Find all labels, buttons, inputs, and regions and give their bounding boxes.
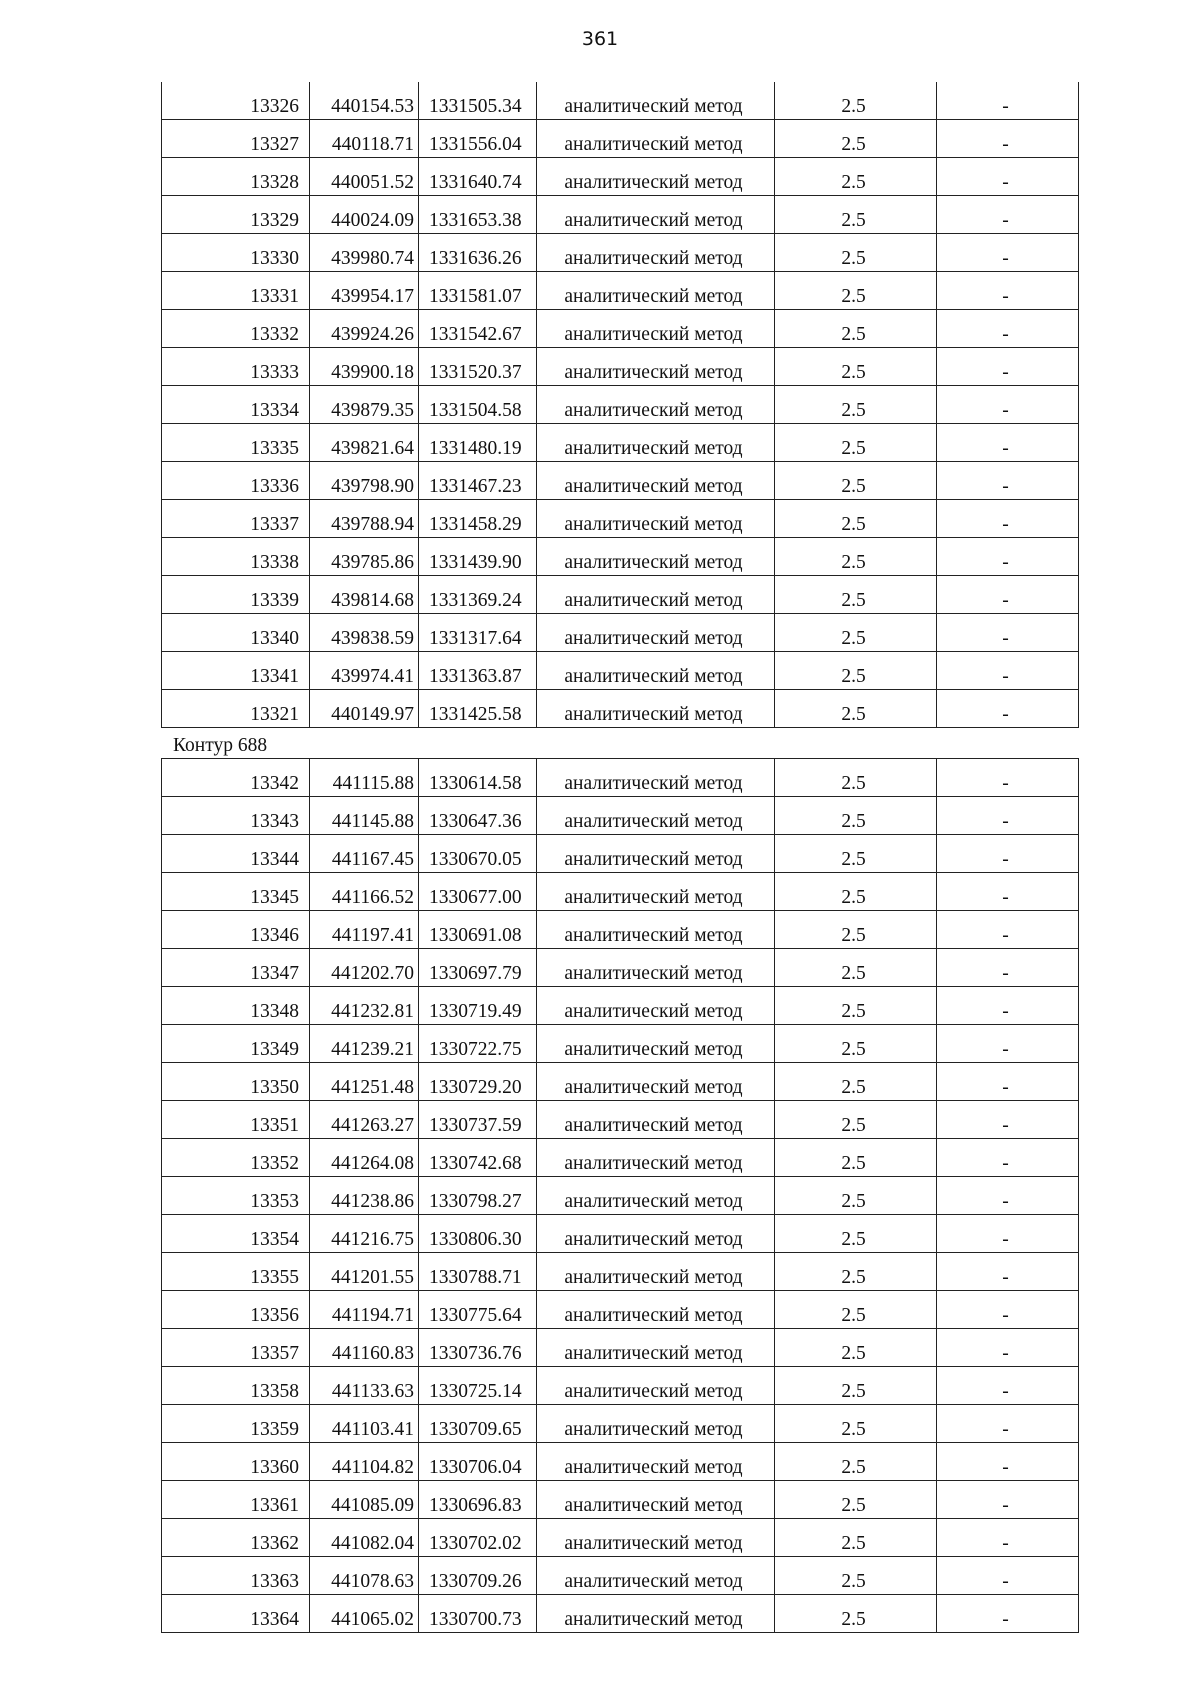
y-coordinate-cell: 1331363.87 (419, 652, 537, 690)
x-coordinate-cell: 439879.35 (310, 386, 419, 424)
error-cell: 2.5 (775, 690, 937, 728)
method-cell: аналитический метод (537, 1329, 775, 1367)
y-coordinate-cell: 1331636.26 (419, 234, 537, 272)
description-cell: - (937, 1063, 1079, 1101)
y-coordinate-cell: 1330697.79 (419, 949, 537, 987)
error-cell: 2.5 (775, 797, 937, 835)
method-cell: аналитический метод (537, 614, 775, 652)
y-coordinate-cell: 1330702.02 (419, 1519, 537, 1557)
x-coordinate-cell: 441202.70 (310, 949, 419, 987)
point-number-cell: 13338 (162, 538, 310, 576)
point-number-cell: 13363 (162, 1557, 310, 1595)
coordinates-table-1-body (162, 82, 1079, 728)
error-cell: 2.5 (775, 1101, 937, 1139)
description-cell: - (937, 348, 1079, 386)
point-number-cell: 13330 (162, 234, 310, 272)
error-cell: 2.5 (775, 1329, 937, 1367)
description-cell: - (937, 614, 1079, 652)
y-coordinate-cell: 1330677.00 (419, 873, 537, 911)
description-cell: - (937, 310, 1079, 348)
table-row (162, 987, 1079, 1025)
description-cell: - (937, 1139, 1079, 1177)
method-cell: аналитический метод (537, 158, 775, 196)
point-number-cell: 13345 (162, 873, 310, 911)
point-number-cell: 13333 (162, 348, 310, 386)
point-number-cell: 13364 (162, 1595, 310, 1633)
method-cell: аналитический метод (537, 1519, 775, 1557)
error-cell: 2.5 (775, 1481, 937, 1519)
y-coordinate-cell: 1330709.65 (419, 1405, 537, 1443)
error-cell: 2.5 (775, 1367, 937, 1405)
error-cell: 2.5 (775, 873, 937, 911)
y-coordinate-cell: 1330696.83 (419, 1481, 537, 1519)
description-cell: - (937, 386, 1079, 424)
method-cell: аналитический метод (537, 652, 775, 690)
description-cell: - (937, 1253, 1079, 1291)
x-coordinate-cell: 441263.27 (310, 1101, 419, 1139)
x-coordinate-cell: 441238.86 (310, 1177, 419, 1215)
point-number-cell: 13321 (162, 690, 310, 728)
table-row (162, 1139, 1079, 1177)
method-cell: аналитический метод (537, 462, 775, 500)
y-coordinate-cell: 1330729.20 (419, 1063, 537, 1101)
method-cell: аналитический метод (537, 538, 775, 576)
point-number-cell: 13362 (162, 1519, 310, 1557)
x-coordinate-cell: 440024.09 (310, 196, 419, 234)
method-cell: аналитический метод (537, 196, 775, 234)
description-cell: - (937, 576, 1079, 614)
point-number-cell: 13351 (162, 1101, 310, 1139)
description-cell: - (937, 1595, 1079, 1633)
error-cell: 2.5 (775, 1405, 937, 1443)
method-cell: аналитический метод (537, 1291, 775, 1329)
x-coordinate-cell: 441133.63 (310, 1367, 419, 1405)
x-coordinate-cell: 441264.08 (310, 1139, 419, 1177)
table-row (162, 82, 1079, 120)
error-cell: 2.5 (775, 759, 937, 797)
error-cell: 2.5 (775, 1063, 937, 1101)
description-cell: - (937, 1519, 1079, 1557)
point-number-cell: 13334 (162, 386, 310, 424)
method-cell: аналитический метод (537, 1253, 775, 1291)
coordinates-table-1 (161, 82, 1079, 728)
table-row (162, 1253, 1079, 1291)
description-cell: - (937, 500, 1079, 538)
description-cell: - (937, 1367, 1079, 1405)
description-cell: - (937, 120, 1079, 158)
description-cell: - (937, 538, 1079, 576)
description-cell: - (937, 652, 1079, 690)
table-row (162, 1215, 1079, 1253)
error-cell: 2.5 (775, 949, 937, 987)
method-cell: аналитический метод (537, 310, 775, 348)
description-cell: - (937, 835, 1079, 873)
error-cell: 2.5 (775, 614, 937, 652)
error-cell: 2.5 (775, 120, 937, 158)
point-number-cell: 13337 (162, 500, 310, 538)
y-coordinate-cell: 1330706.04 (419, 1443, 537, 1481)
y-coordinate-cell: 1330670.05 (419, 835, 537, 873)
y-coordinate-cell: 1330614.58 (419, 759, 537, 797)
method-cell: аналитический метод (537, 1481, 775, 1519)
y-coordinate-cell: 1330737.59 (419, 1101, 537, 1139)
y-coordinate-cell: 1331542.67 (419, 310, 537, 348)
method-cell: аналитический метод (537, 120, 775, 158)
table-row (162, 1291, 1079, 1329)
error-cell: 2.5 (775, 1139, 937, 1177)
table-row (162, 1367, 1079, 1405)
error-cell: 2.5 (775, 1177, 937, 1215)
table-row (162, 386, 1079, 424)
description-cell: - (937, 911, 1079, 949)
description-cell: - (937, 196, 1079, 234)
method-cell: аналитический метод (537, 1063, 775, 1101)
table-row (162, 424, 1079, 462)
table-row (162, 1557, 1079, 1595)
y-coordinate-cell: 1331425.58 (419, 690, 537, 728)
error-cell: 2.5 (775, 1595, 937, 1633)
y-coordinate-cell: 1331458.29 (419, 500, 537, 538)
error-cell: 2.5 (775, 272, 937, 310)
error-cell: 2.5 (775, 1215, 937, 1253)
description-cell: - (937, 82, 1079, 120)
point-number-cell: 13358 (162, 1367, 310, 1405)
x-coordinate-cell: 441239.21 (310, 1025, 419, 1063)
method-cell: аналитический метод (537, 1405, 775, 1443)
description-cell: - (937, 1025, 1079, 1063)
point-number-cell: 13339 (162, 576, 310, 614)
table-row (162, 538, 1079, 576)
x-coordinate-cell: 439788.94 (310, 500, 419, 538)
table-row (162, 1101, 1079, 1139)
point-number-cell: 13335 (162, 424, 310, 462)
table-row (162, 1405, 1079, 1443)
description-cell: - (937, 1481, 1079, 1519)
method-cell: аналитический метод (537, 911, 775, 949)
error-cell: 2.5 (775, 1291, 937, 1329)
error-cell: 2.5 (775, 1557, 937, 1595)
x-coordinate-cell: 439814.68 (310, 576, 419, 614)
y-coordinate-cell: 1330647.36 (419, 797, 537, 835)
table-row (162, 234, 1079, 272)
description-cell: - (937, 1557, 1079, 1595)
description-cell: - (937, 1329, 1079, 1367)
point-number-cell: 13342 (162, 759, 310, 797)
point-number-cell: 13327 (162, 120, 310, 158)
description-cell: - (937, 1215, 1079, 1253)
description-cell: - (937, 797, 1079, 835)
x-coordinate-cell: 441160.83 (310, 1329, 419, 1367)
method-cell: аналитический метод (537, 82, 775, 120)
x-coordinate-cell: 441085.09 (310, 1481, 419, 1519)
point-number-cell: 13344 (162, 835, 310, 873)
description-cell: - (937, 949, 1079, 987)
point-number-cell: 13341 (162, 652, 310, 690)
table-row (162, 690, 1079, 728)
error-cell: 2.5 (775, 538, 937, 576)
point-number-cell: 13331 (162, 272, 310, 310)
y-coordinate-cell: 1331480.19 (419, 424, 537, 462)
table-row (162, 1177, 1079, 1215)
x-coordinate-cell: 441145.88 (310, 797, 419, 835)
y-coordinate-cell: 1331505.34 (419, 82, 537, 120)
method-cell: аналитический метод (537, 500, 775, 538)
y-coordinate-cell: 1330788.71 (419, 1253, 537, 1291)
y-coordinate-cell: 1330700.73 (419, 1595, 537, 1633)
x-coordinate-cell: 441082.04 (310, 1519, 419, 1557)
y-coordinate-cell: 1331581.07 (419, 272, 537, 310)
point-number-cell: 13343 (162, 797, 310, 835)
method-cell: аналитический метод (537, 1025, 775, 1063)
point-number-cell: 13340 (162, 614, 310, 652)
table-row (162, 462, 1079, 500)
x-coordinate-cell: 441078.63 (310, 1557, 419, 1595)
method-cell: аналитический метод (537, 1443, 775, 1481)
description-cell: - (937, 1101, 1079, 1139)
table-row (162, 873, 1079, 911)
method-cell: аналитический метод (537, 272, 775, 310)
error-cell: 2.5 (775, 386, 937, 424)
y-coordinate-cell: 1331520.37 (419, 348, 537, 386)
table-row (162, 272, 1079, 310)
x-coordinate-cell: 440051.52 (310, 158, 419, 196)
coordinates-table-2 (161, 758, 1079, 1633)
y-coordinate-cell: 1330691.08 (419, 911, 537, 949)
description-cell: - (937, 1291, 1079, 1329)
method-cell: аналитический метод (537, 797, 775, 835)
point-number-cell: 13361 (162, 1481, 310, 1519)
method-cell: аналитический метод (537, 1101, 775, 1139)
x-coordinate-cell: 439980.74 (310, 234, 419, 272)
point-number-cell: 13355 (162, 1253, 310, 1291)
x-coordinate-cell: 441103.41 (310, 1405, 419, 1443)
x-coordinate-cell: 439924.26 (310, 310, 419, 348)
description-cell: - (937, 158, 1079, 196)
table-row (162, 652, 1079, 690)
x-coordinate-cell: 441232.81 (310, 987, 419, 1025)
x-coordinate-cell: 441065.02 (310, 1595, 419, 1633)
y-coordinate-cell: 1331439.90 (419, 538, 537, 576)
x-coordinate-cell: 441197.41 (310, 911, 419, 949)
table-row (162, 911, 1079, 949)
description-cell: - (937, 987, 1079, 1025)
point-number-cell: 13354 (162, 1215, 310, 1253)
table-row (162, 1329, 1079, 1367)
x-coordinate-cell: 441194.71 (310, 1291, 419, 1329)
y-coordinate-cell: 1330742.68 (419, 1139, 537, 1177)
error-cell: 2.5 (775, 1519, 937, 1557)
table-row (162, 158, 1079, 196)
error-cell: 2.5 (775, 462, 937, 500)
y-coordinate-cell: 1330709.26 (419, 1557, 537, 1595)
table-row (162, 835, 1079, 873)
table-row (162, 120, 1079, 158)
method-cell: аналитический метод (537, 234, 775, 272)
x-coordinate-cell: 441104.82 (310, 1443, 419, 1481)
table-row (162, 1519, 1079, 1557)
x-coordinate-cell: 441216.75 (310, 1215, 419, 1253)
method-cell: аналитический метод (537, 348, 775, 386)
point-number-cell: 13353 (162, 1177, 310, 1215)
x-coordinate-cell: 441251.48 (310, 1063, 419, 1101)
table-row (162, 1481, 1079, 1519)
y-coordinate-cell: 1330806.30 (419, 1215, 537, 1253)
description-cell: - (937, 234, 1079, 272)
y-coordinate-cell: 1330736.76 (419, 1329, 537, 1367)
table-row (162, 348, 1079, 386)
x-coordinate-cell: 439838.59 (310, 614, 419, 652)
coordinates-table-2-body (162, 759, 1079, 1633)
x-coordinate-cell: 439821.64 (310, 424, 419, 462)
method-cell: аналитический метод (537, 576, 775, 614)
error-cell: 2.5 (775, 1443, 937, 1481)
error-cell: 2.5 (775, 987, 937, 1025)
table-row (162, 759, 1079, 797)
table-row (162, 1025, 1079, 1063)
x-coordinate-cell: 440149.97 (310, 690, 419, 728)
method-cell: аналитический метод (537, 835, 775, 873)
error-cell: 2.5 (775, 500, 937, 538)
table-row (162, 797, 1079, 835)
method-cell: аналитический метод (537, 949, 775, 987)
table-row (162, 310, 1079, 348)
point-number-cell: 13348 (162, 987, 310, 1025)
x-coordinate-cell: 440118.71 (310, 120, 419, 158)
error-cell: 2.5 (775, 835, 937, 873)
error-cell: 2.5 (775, 234, 937, 272)
method-cell: аналитический метод (537, 424, 775, 462)
point-number-cell: 13328 (162, 158, 310, 196)
x-coordinate-cell: 439798.90 (310, 462, 419, 500)
error-cell: 2.5 (775, 1253, 937, 1291)
table-row (162, 949, 1079, 987)
y-coordinate-cell: 1330719.49 (419, 987, 537, 1025)
y-coordinate-cell: 1330775.64 (419, 1291, 537, 1329)
y-coordinate-cell: 1330798.27 (419, 1177, 537, 1215)
x-coordinate-cell: 440154.53 (310, 82, 419, 120)
point-number-cell: 13349 (162, 1025, 310, 1063)
y-coordinate-cell: 1331369.24 (419, 576, 537, 614)
point-number-cell: 13352 (162, 1139, 310, 1177)
method-cell: аналитический метод (537, 386, 775, 424)
error-cell: 2.5 (775, 1025, 937, 1063)
method-cell: аналитический метод (537, 1557, 775, 1595)
method-cell: аналитический метод (537, 873, 775, 911)
description-cell: - (937, 1405, 1079, 1443)
table-row (162, 196, 1079, 234)
method-cell: аналитический метод (537, 1177, 775, 1215)
y-coordinate-cell: 1330725.14 (419, 1367, 537, 1405)
y-coordinate-cell: 1331640.74 (419, 158, 537, 196)
table-row (162, 1595, 1079, 1633)
x-coordinate-cell: 441167.45 (310, 835, 419, 873)
table-row (162, 1063, 1079, 1101)
error-cell: 2.5 (775, 348, 937, 386)
y-coordinate-cell: 1331467.23 (419, 462, 537, 500)
point-number-cell: 13336 (162, 462, 310, 500)
method-cell: аналитический метод (537, 1215, 775, 1253)
page-number: 361 (581, 28, 619, 50)
method-cell: аналитический метод (537, 1595, 775, 1633)
error-cell: 2.5 (775, 82, 937, 120)
method-cell: аналитический метод (537, 759, 775, 797)
x-coordinate-cell: 439900.18 (310, 348, 419, 386)
description-cell: - (937, 462, 1079, 500)
error-cell: 2.5 (775, 911, 937, 949)
point-number-cell: 13357 (162, 1329, 310, 1367)
error-cell: 2.5 (775, 576, 937, 614)
x-coordinate-cell: 441201.55 (310, 1253, 419, 1291)
x-coordinate-cell: 439954.17 (310, 272, 419, 310)
description-cell: - (937, 759, 1079, 797)
point-number-cell: 13356 (162, 1291, 310, 1329)
description-cell: - (937, 690, 1079, 728)
description-cell: - (937, 1443, 1079, 1481)
y-coordinate-cell: 1331504.58 (419, 386, 537, 424)
point-number-cell: 13332 (162, 310, 310, 348)
description-cell: - (937, 272, 1079, 310)
error-cell: 2.5 (775, 310, 937, 348)
point-number-cell: 13326 (162, 82, 310, 120)
x-coordinate-cell: 439785.86 (310, 538, 419, 576)
table-row (162, 614, 1079, 652)
method-cell: аналитический метод (537, 1367, 775, 1405)
error-cell: 2.5 (775, 196, 937, 234)
x-coordinate-cell: 441166.52 (310, 873, 419, 911)
point-number-cell: 13359 (162, 1405, 310, 1443)
y-coordinate-cell: 1330722.75 (419, 1025, 537, 1063)
y-coordinate-cell: 1331317.64 (419, 614, 537, 652)
method-cell: аналитический метод (537, 690, 775, 728)
y-coordinate-cell: 1331556.04 (419, 120, 537, 158)
description-cell: - (937, 873, 1079, 911)
y-coordinate-cell: 1331653.38 (419, 196, 537, 234)
contour-label: Контур 688 (173, 735, 268, 756)
table-row (162, 576, 1079, 614)
table-row (162, 1443, 1079, 1481)
error-cell: 2.5 (775, 158, 937, 196)
x-coordinate-cell: 441115.88 (310, 759, 419, 797)
point-number-cell: 13329 (162, 196, 310, 234)
description-cell: - (937, 1177, 1079, 1215)
table-row (162, 500, 1079, 538)
point-number-cell: 13360 (162, 1443, 310, 1481)
method-cell: аналитический метод (537, 987, 775, 1025)
method-cell: аналитический метод (537, 1139, 775, 1177)
description-cell: - (937, 424, 1079, 462)
point-number-cell: 13346 (162, 911, 310, 949)
x-coordinate-cell: 439974.41 (310, 652, 419, 690)
point-number-cell: 13347 (162, 949, 310, 987)
point-number-cell: 13350 (162, 1063, 310, 1101)
error-cell: 2.5 (775, 424, 937, 462)
error-cell: 2.5 (775, 652, 937, 690)
